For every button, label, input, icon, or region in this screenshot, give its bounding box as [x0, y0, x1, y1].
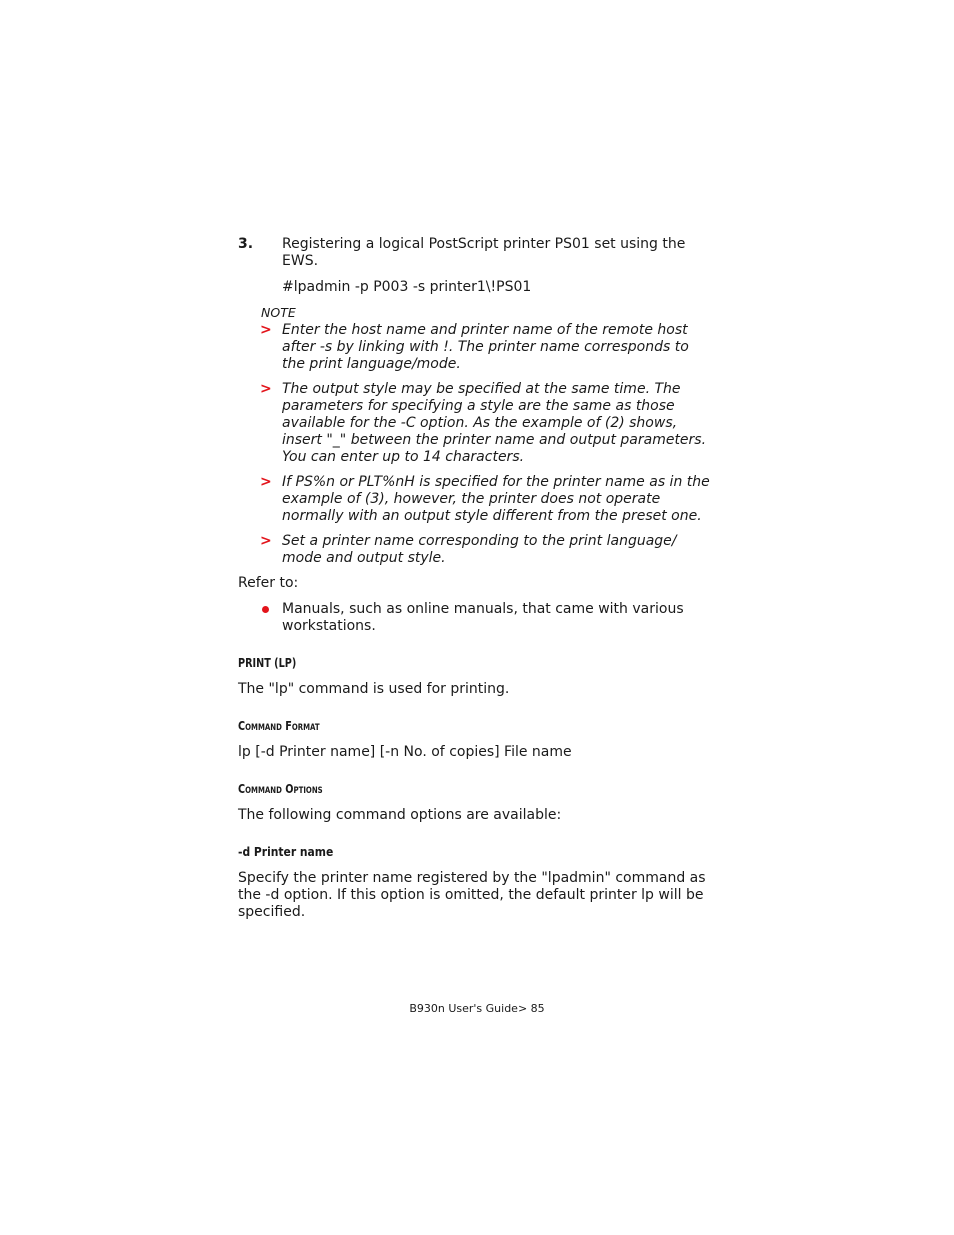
- note-item-text: Enter the host name and printer name of the remote host after -s by linking with !. The printer name corresponds to the print language/mode.: [282, 322, 689, 372]
- note-list: [238, 322, 714, 567]
- option-d-description: Specify the printer name registered by the "lpadmin" command as the -d option. If this option is omitted, the default printer lp will be specified.: [238, 870, 706, 920]
- section-heading-print: PRINT (LP): [238, 655, 297, 670]
- command-options-text: The following command options are available:: [238, 807, 562, 823]
- step-3: [238, 236, 714, 270]
- step-number: 3.: [238, 236, 254, 252]
- note-item-text: The output style may be specified at the same time. The parameters for specifying a style are the same as those available for the -C option. As the example of (2) shows, insert "_" between the printer name and output parameters. You can enter up to 14 characters.: [282, 381, 707, 465]
- chevron-right-icon: >: [260, 381, 272, 397]
- page-footer: B930n User's Guide> 85: [409, 1002, 545, 1015]
- option-heading-d: -d Printer name: [238, 844, 334, 859]
- section-heading-command-format: Command Format: [238, 718, 320, 733]
- section-heading-command-options: Command Options: [238, 781, 323, 796]
- note-item: [238, 474, 714, 525]
- chevron-right-icon: >: [260, 322, 272, 338]
- note-item: [238, 533, 714, 567]
- note-item: [238, 322, 714, 373]
- note-item-text: Set a printer name corresponding to the print language/ mode and output style.: [282, 533, 677, 566]
- command-format-text: lp [-d Printer name] [-n No. of copies] File name: [238, 744, 572, 760]
- bullet-icon: [262, 606, 269, 613]
- chevron-right-icon: >: [260, 533, 272, 549]
- refer-item-text: Manuals, such as online manuals, that came with various workstations.: [282, 601, 684, 634]
- chevron-right-icon: >: [260, 474, 272, 490]
- note-item: [238, 381, 714, 466]
- note-label: NOTE: [261, 305, 296, 320]
- refer-list-item: [238, 601, 714, 635]
- lpadmin-command: #lpadmin -p P003 -s printer1\!PS01: [282, 279, 532, 295]
- print-description: The "lp" command is used for printing.: [238, 681, 510, 697]
- refer-label: Refer to:: [238, 575, 299, 591]
- note-item-text: If PS%n or PLT%nH is specified for the printer name as in the example of (3), however, the printer does not operate normally with an output style different from the preset one.: [282, 474, 710, 524]
- page-content: [238, 236, 714, 921]
- step-text: Registering a logical PostScript printer PS01 set using the EWS.: [282, 236, 686, 269]
